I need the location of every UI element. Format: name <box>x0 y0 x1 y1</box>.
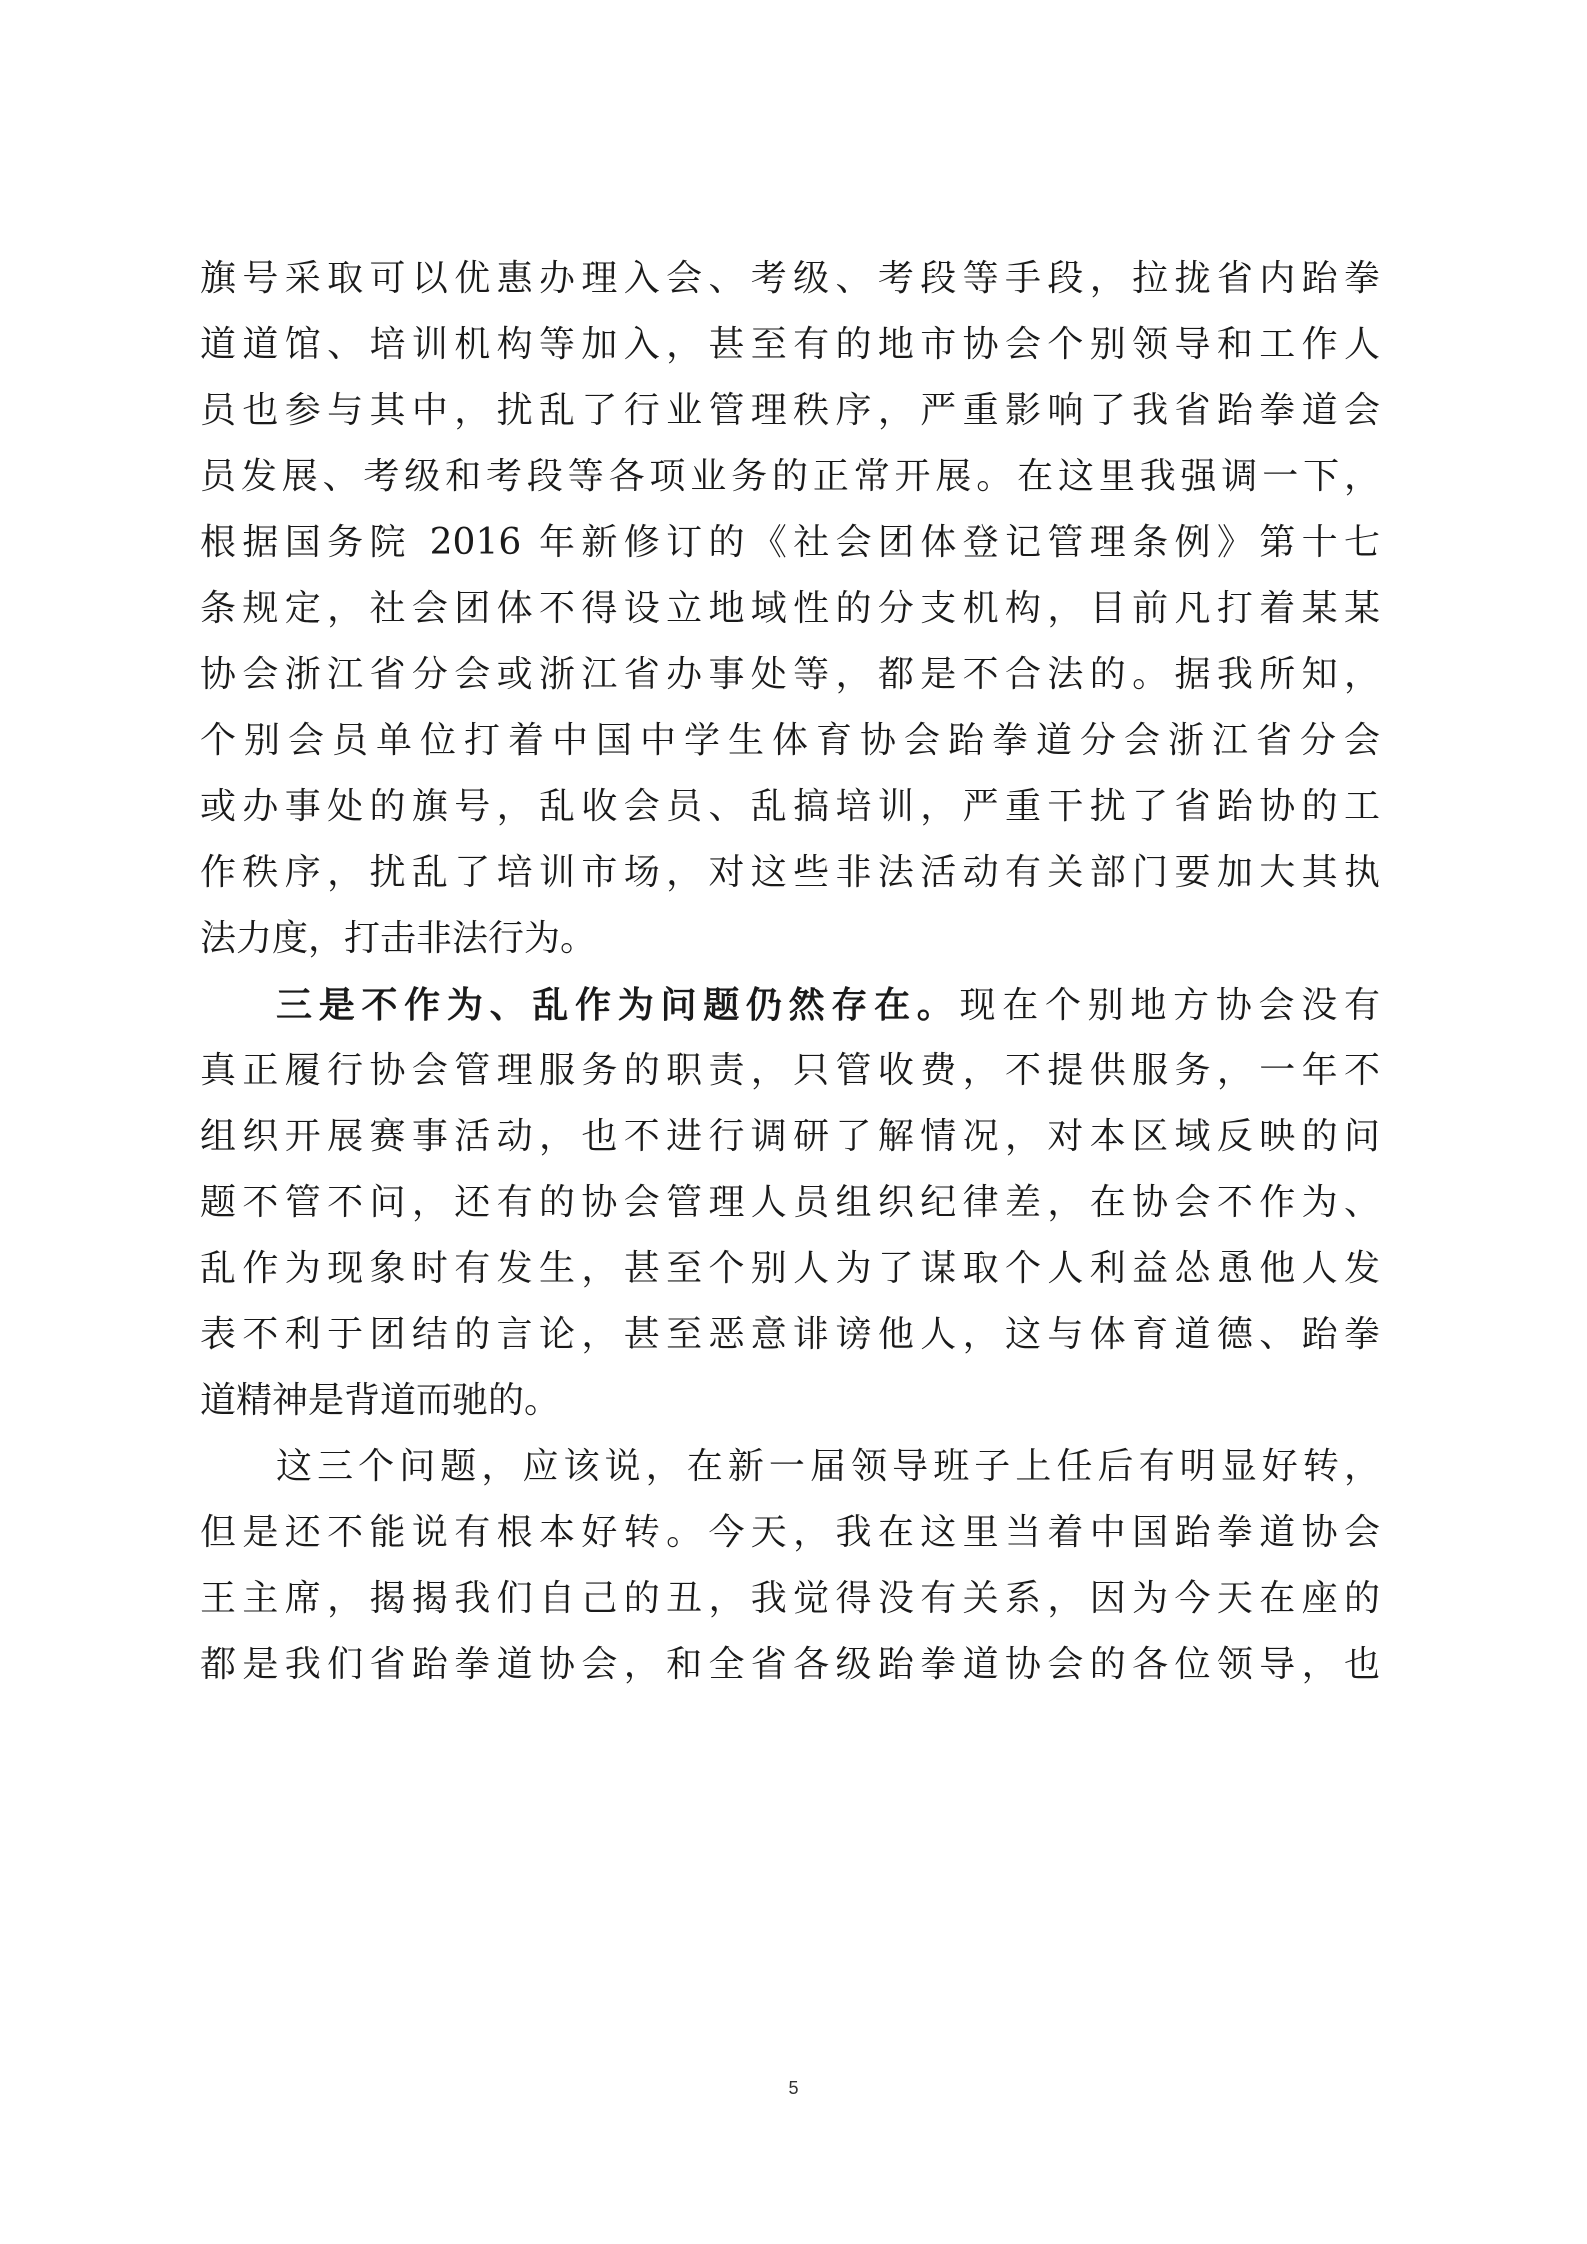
text-line: 根据国务院 2016 年新修订的《社会团体登记管理条例》第十七 <box>200 522 1380 563</box>
text-line: 都是我们省跆拳道协会，和全省各级跆拳道协会的各位领导，也 <box>200 1644 1380 1685</box>
text-line: 道精神是背道而驰的。 <box>200 1380 561 1421</box>
text-line: 组织开展赛事活动，也不进行调研了解情况，对本区域反映的问 <box>200 1116 1380 1157</box>
text-line: 个别会员单位打着中国中学生体育协会跆拳道分会浙江省分会 <box>200 720 1380 761</box>
paragraph-3-first-text: 现在个别地方协会没有 <box>959 985 1380 1026</box>
text-line: 或办事处的旗号，乱收会员、乱搞培训，严重干扰了省跆协的工 <box>200 786 1380 827</box>
text-line: 协会浙江省分会或浙江省办事处等，都是不合法的。据我所知， <box>200 654 1380 695</box>
text-line: 真正履行协会管理服务的职责，只管收费，不提供服务，一年不 <box>200 1050 1380 1091</box>
text-line: 乱作为现象时有发生，甚至个别人为了谋取个人利益怂恿他人发 <box>200 1248 1380 1289</box>
text-line: 条规定，社会团体不得设立地域性的分支机构，目前凡打着某某 <box>200 588 1380 629</box>
body-text <box>200 246 1380 1698</box>
page-number: 5 <box>788 2078 799 2098</box>
text-line: 旗号采取可以优惠办理入会、考级、考段等手段，拉拢省内跆拳 <box>200 258 1380 299</box>
text-line: 但是还不能说有根本好转。今天，我在这里当着中国跆拳道协会 <box>200 1512 1380 1553</box>
text-line: 员发展、考级和考段等各项业务的正常开展。在这里我强调一下， <box>200 456 1380 497</box>
text-line: 员也参与其中，扰乱了行业管理秩序，严重影响了我省跆拳道会 <box>200 390 1380 431</box>
paragraph-3-heading: 三是不作为、乱作为问题仍然存在。 <box>276 984 960 1026</box>
text-line: 这三个问题，应该说，在新一届领导班子上任后有明显好转， <box>276 1446 1380 1487</box>
text-line: 道道馆、培训机构等加入，甚至有的地市协会个别领导和工作人 <box>200 324 1380 365</box>
paragraph-3-first-line <box>200 972 1380 1038</box>
text-line: 王主席，揭揭我们自己的丑，我觉得没有关系，因为今天在座的 <box>200 1578 1380 1619</box>
text-line: 题不管不问，还有的协会管理人员组织纪律差，在协会不作为、 <box>200 1182 1380 1223</box>
text-line: 作秩序，扰乱了培训市场，对这些非法活动有关部门要加大其执 <box>200 852 1380 893</box>
text-line: 表不利于团结的言论，甚至恶意诽谤他人，这与体育道德、跆拳 <box>200 1314 1380 1355</box>
text-line: 法力度，打击非法行为。 <box>200 918 597 959</box>
